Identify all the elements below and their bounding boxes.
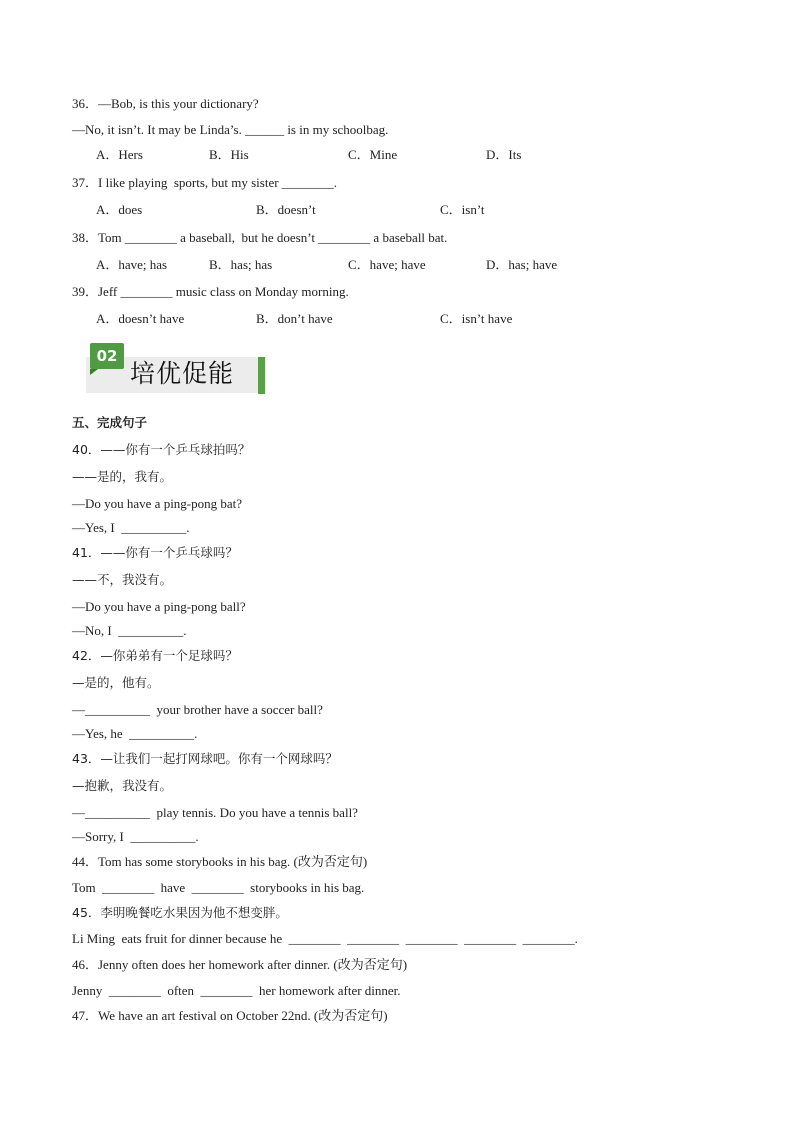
question-41-english-2: —No, I __________. [72,623,187,638]
option-a: A．have; has [96,257,168,272]
question-41-chinese-1: 41．——你有一个乒乓球吗？ [72,545,238,560]
question-43-english-1: —__________ play tennis. Do you have a tennis ball? [72,805,358,820]
question-38-stem: 38．Tom ________ a baseball, but he doesn’t ________ a baseball bat. [72,230,448,245]
question-43-chinese-1: 43．—让我们一起打网球吧。你有一个网球吗？ [72,751,338,766]
option-a: A．doesn’t have [96,311,185,326]
section-title: 五、完成句子 [72,415,148,430]
option-c: C．Mine [348,147,398,162]
option-b: B．doesn’t [256,202,316,217]
question-40-english-2: —Yes, I __________. [72,520,190,535]
option-d: D．has; have [486,257,558,272]
question-46-answer: Jenny ________ often ________ her homework after dinner. [72,983,401,998]
question-43-english-2: —Sorry, I __________. [72,829,199,844]
option-c: C．have; have [348,257,426,272]
banner-title: 培优促能 [130,359,235,388]
question-41-chinese-2: ——不，我没有。 [72,572,173,587]
option-b: B．don’t have [256,311,333,326]
option-a: A．Hers [96,147,143,162]
question-40-chinese-1: 40．——你有一个乒乓球拍吗？ [72,442,251,457]
question-44-answer: Tom ________ have ________ storybooks in his bag. [72,880,365,895]
question-41-english-1: —Do you have a ping-pong ball? [72,599,246,614]
option-b: B．His [209,147,249,162]
option-c: C．isn’t have [440,311,513,326]
banner-number-badge: 02 [90,343,124,369]
question-46-stem: 46．Jenny often does her homework after dinner. (改为否定句) [72,957,408,972]
question-37-stem: 37．I like playing sports, but my sister ________. [72,175,338,190]
question-42-english-1: —__________ your brother have a soccer ball? [72,702,323,717]
banner-accent-bar [258,357,265,394]
question-44-stem: 44．Tom has some storybooks in his bag. (改为否定句) [72,854,368,869]
question-47-stem: 47．We have an art festival on October 22nd. (改为否定句) [72,1008,388,1023]
question-40-english-1: —Do you have a ping-pong bat? [72,496,243,511]
option-c: C．isn’t [440,202,485,217]
question-42-chinese-1: 42．—你弟弟有一个足球吗？ [72,648,238,663]
question-42-english-2: —Yes, he __________. [72,726,198,741]
question-45-stem: 45．李明晚餐吃水果因为他不想变胖。 [72,905,288,920]
question-40-chinese-2: ——是的，我有。 [72,469,173,484]
option-a: A．does [96,202,143,217]
option-d: D．Its [486,147,522,162]
option-b: B．has; has [209,257,273,272]
question-36-stem: 36．—Bob, is this your dictionary? [72,96,259,111]
badge-fold-icon [90,369,98,375]
question-43-chinese-2: —抱歉，我没有。 [72,778,173,793]
question-39-stem: 39．Jeff ________ music class on Monday morning. [72,284,349,299]
question-36-dialogue: —No, it isn’t. It may be Linda’s. ______ is in my schoolbag. [72,122,389,137]
question-45-answer: Li Ming eats fruit for dinner because he ________ ________ ________ ________ ________. [72,931,578,946]
question-42-chinese-2: —是的，他有。 [72,675,160,690]
